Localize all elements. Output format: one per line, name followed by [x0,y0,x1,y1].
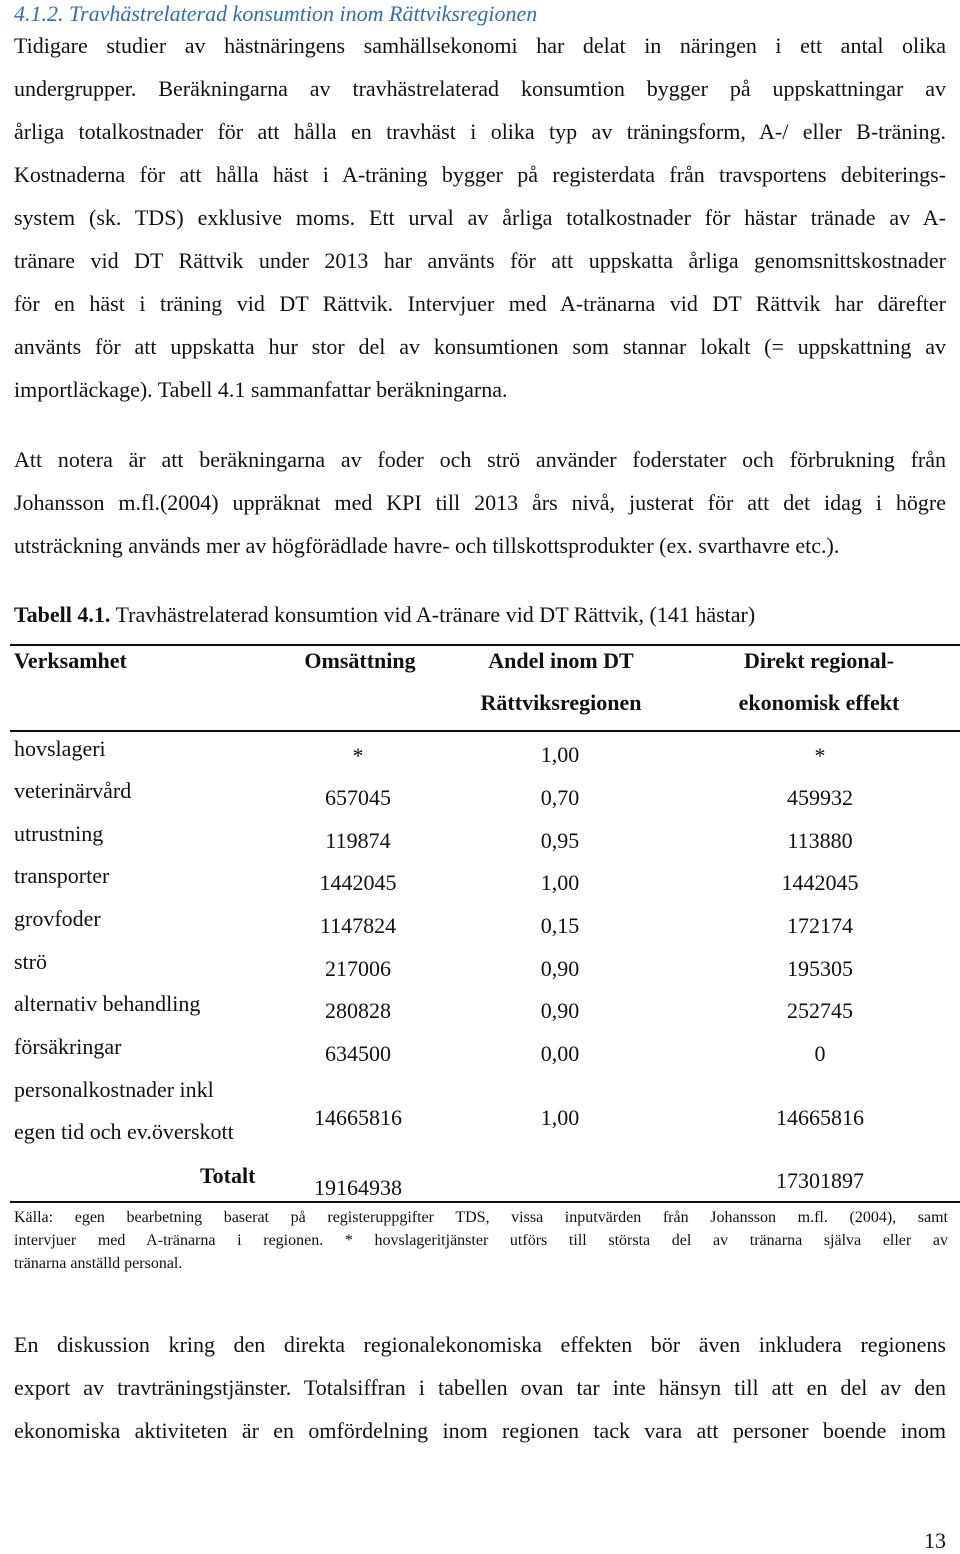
header-andel [456,640,666,724]
paragraph-line: export av travträningstjänster. Totalsiffran i tabellen ovan tar inte hänsyn till att en del av den [14,1375,946,1400]
row-omsattning: 217006 [325,956,391,981]
row-name: utrustning [14,821,104,846]
section-heading: 4.1.2. Travhästrelaterad konsumtion inom Rättviksregionen [14,1,538,26]
table-bottom-rule [10,1201,960,1203]
row-effekt: 0 [814,1041,826,1066]
row-andel: 0,15 [540,913,580,938]
row-andel: 0,90 [540,956,580,981]
total-omsattning: 19164938 [314,1175,402,1200]
row-omsattning: 14665816 [314,1105,402,1130]
paragraph-line: system (sk. TDS) exklusive moms. Ett urval av årliga totalkostnader för hästar tränade av A- [14,205,946,230]
table-source-note [14,1206,948,1275]
row-andel: 1,00 [540,742,580,767]
row-name-line2: egen tid och ev.överskott [14,1119,234,1144]
row-effekt: * [814,743,826,768]
row-omsattning: 1147824 [319,913,397,938]
page-number: 13 [924,1528,946,1553]
row-name: strö [14,949,47,974]
row-effekt: 195305 [787,956,853,981]
header-andel-line2: Rättviksregionen [480,690,642,715]
paragraph-line: tränare vid DT Rättvik under 2013 har använts för att uppskatta årliga genomsnittskostnader [14,248,946,273]
row-name: försäkringar [14,1034,122,1059]
paragraph-line: ekonomiska aktiviteten är en omfördelning inom regionen tack vara att personer boende inom [14,1418,946,1443]
row-name: hovslageri [14,736,106,761]
paragraph-discussion [14,1323,946,1452]
header-verksamhet: Verksamhet [14,648,127,673]
paragraph-line: Tidigare studier av hästnäringens samhällsekonomi har delat in näringen i ett antal olika [14,33,946,58]
row-name-line1: personalkostnader inkl [14,1077,214,1102]
paragraph-intro [14,24,946,411]
row-omsattning: 119874 [325,828,391,853]
row-name: veterinärvård [14,778,132,803]
total-effekt: 17301897 [776,1168,864,1193]
table-caption-label: Tabell 4.1. [14,602,111,627]
row-effekt: 172174 [787,913,853,938]
header-andel-line1: Andel inom DT [488,648,634,673]
row-effekt: 252745 [787,998,853,1023]
header-effekt [716,640,922,724]
row-andel: 0,00 [540,1041,580,1066]
paragraph-line: undergrupper. Beräkningarna av travhästrelaterad konsumtion bygger på uppskattningar av [14,76,946,101]
paragraph-line: använts för att uppskatta hur stor del av konsumtionen som stannar lokalt (= uppskattning av [14,334,946,359]
paragraph-line: Kostnaderna för att hålla häst i A-träning bygger på registerdata från travsportens debiterings- [14,162,946,187]
table-header-rule [10,730,960,732]
row-effekt: 14665816 [776,1105,864,1130]
row-omsattning: 280828 [325,998,391,1023]
paragraph-line: årliga totalkostnader för att hålla en travhäst i olika typ av träningsform, A-/ eller B-träning. [14,119,946,144]
header-effekt-line1: Direkt regional- [743,648,895,673]
paragraph-line: för en häst i träning vid DT Rättvik. Intervjuer med A-tränarna vid DT Rättvik har därefter [14,291,946,316]
source-line: intervjuer med A-tränarna i regionen. * hovslageritjänster utförs till största del av tränarna själva eller av [14,1232,948,1249]
paragraph-line: importläckage). Tabell 4.1 sammanfattar beräkningarna. [14,377,508,402]
row-name: transporter [14,863,110,888]
row-omsattning: * [352,743,364,768]
table-caption-text: Travhästrelaterad konsumtion vid A-tränare vid DT Rättvik, (141 hästar) [110,602,756,627]
row-andel: 0,95 [540,828,580,853]
row-effekt: 113880 [787,828,853,853]
header-omsattning: Omsättning [304,648,416,673]
row-effekt: 1442045 [781,870,859,895]
paragraph-note [14,438,946,567]
row-name: alternativ behandling [14,991,201,1016]
row-name: grovfoder [14,906,101,931]
total-label: Totalt [200,1163,256,1188]
paragraph-line: utsträckning används mer av högförädlade havre- och tillskottsprodukter (ex. svarthavre etc.). [14,533,840,558]
row-andel: 1,00 [540,1105,580,1130]
row-omsattning: 1442045 [319,870,397,895]
row-andel: 0,90 [540,998,580,1023]
table-caption [14,597,755,633]
row-effekt: 459932 [787,785,853,810]
paragraph-line: Att notera är att beräkningarna av foder och strö använder foderstater och förbrukning från [14,447,946,472]
source-line: tränarna anställd personal. [14,1255,183,1272]
row-omsattning: 634500 [325,1041,391,1066]
row-omsattning: 657045 [325,785,391,810]
source-line: Källa: egen bearbetning baserat på registeruppgifter TDS, vissa inputvärden från Johansson m.fl. (2004), samt [14,1209,948,1226]
header-effekt-line2: ekonomisk effekt [738,690,900,715]
row-andel: 0,70 [540,785,580,810]
row-andel: 1,00 [540,870,580,895]
paragraph-line: Johansson m.fl.(2004) uppräknat med KPI till 2013 års nivå, justerat för att det idag i högre [14,490,946,515]
paragraph-line: En diskussion kring den direkta regionalekonomiska effekten bör även inkludera regionens [14,1332,946,1357]
